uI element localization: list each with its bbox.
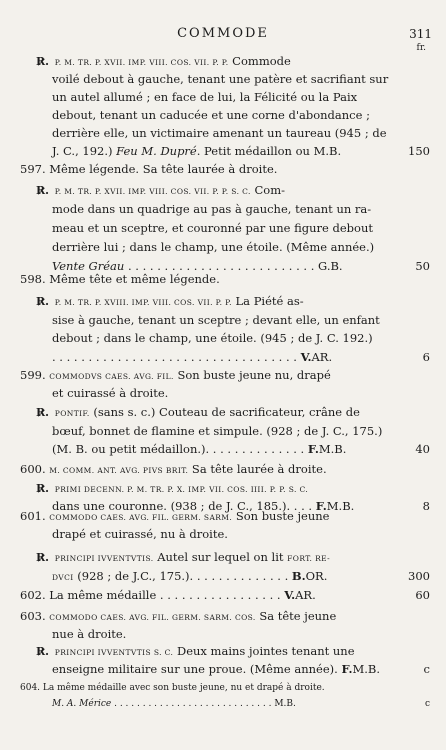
text-segment: nue à droite. (52, 627, 127, 641)
text-line (36, 294, 304, 310)
text-segment: Com- (250, 183, 285, 197)
text-segment: (M. B. ou petit médaillon.). . . . . . . . . . . . . . (52, 442, 308, 456)
text-segment: (928 ; de J.C., 175.). . . . . . . . . . . . . . (73, 569, 292, 583)
reverse-marker: R̷. (36, 406, 49, 419)
text-segment: Sa tête jeune (255, 609, 337, 623)
text-segment: derrière lui ; dans le champ, une étoile. (Même année.) (52, 240, 375, 254)
text-line (52, 662, 380, 676)
text-segment: . Petit médaillon ou M.B. (196, 144, 342, 158)
price-value: 50 (415, 259, 430, 273)
price-value: c (424, 699, 430, 709)
text-segment: V. (284, 588, 296, 602)
text-line (20, 509, 329, 525)
text-line (52, 313, 380, 327)
text-line (36, 405, 360, 421)
text-line (36, 54, 291, 70)
text-line (52, 126, 387, 140)
text-line (52, 627, 126, 641)
text-segment: PRIMI DECENN. P. M. TR. P. X. IMP. VII. COS. IIII. P. P. S. C. (51, 485, 309, 494)
text-line (36, 481, 308, 497)
text-segment: F. (315, 499, 327, 513)
text-segment: M.B. (318, 442, 347, 456)
text-line (52, 386, 168, 400)
text-line (20, 609, 336, 625)
text-line (36, 183, 285, 199)
text-segment: un autel allumé ; en face de lui, la Félicité ou la Paix (52, 90, 358, 104)
text-segment: debout ; dans le champ, une étoile. (945 ; de J. C. 192.) (52, 331, 373, 345)
text-line (52, 698, 296, 710)
reverse-marker: R̷. (36, 184, 49, 197)
text-segment: P. M. TR. P. XVII. IMP. VIII. COS. VII. P. P. S. C. (51, 187, 251, 196)
text-segment: 600. (20, 462, 50, 476)
text-line (52, 202, 371, 216)
page-number: 311 (409, 27, 432, 41)
text-segment: bœuf, bonnet de flamine et simpule. (928 ; de J. C., 175.) (52, 423, 383, 438)
text-line (20, 588, 316, 602)
text-segment: M.B. (352, 662, 380, 676)
text-segment: mode dans un quadrige au pas à gauche, tenant un ra- (52, 202, 372, 216)
text-segment: . . . . . . . . . . . . . . . . . . . . . . . . . . . . M.B. (111, 699, 296, 709)
text-segment: La Piété as- (231, 294, 304, 308)
price-value: 40 (415, 442, 430, 456)
text-segment: . . . . . . . . . . . . . . . . . . . . . . . . . . . . . . . . . . (52, 349, 301, 364)
text-segment: Feu M. Dupré (116, 144, 197, 158)
text-segment: Vente Gréau (52, 259, 125, 273)
text-line (20, 462, 327, 478)
text-segment: Deux mains jointes tenant une (173, 644, 355, 658)
text-segment: PRINCIPI IVVENTVTIS. (51, 554, 154, 563)
text-line (52, 221, 373, 235)
text-segment: Commode (228, 54, 291, 68)
reverse-marker: R̷. (36, 645, 49, 658)
price-value: 6 (422, 349, 430, 364)
text-segment: M. COMM. ANT. AVG. PIVS BRIT. (49, 466, 189, 475)
text-line (52, 569, 327, 585)
text-segment: F. (341, 662, 353, 676)
text-segment: M.B. (326, 499, 355, 513)
text-line (52, 442, 346, 456)
text-segment: DVCI (52, 573, 74, 582)
text-segment: et cuirassé à droite. (52, 386, 169, 400)
text-line (36, 644, 355, 660)
reverse-marker: R̷. (36, 55, 49, 68)
text-segment: (sans s. c.) Couteau de sacrificateur, crâne de (89, 405, 360, 419)
text-segment: COMMODO CAES. AVG. FIL. GERM. SARM. (49, 513, 233, 522)
text-segment: FORT. RE- (287, 554, 331, 563)
text-line (20, 272, 220, 286)
text-segment: COMMODVS CAES. AVG. FIL. (49, 372, 174, 381)
text-line (52, 527, 228, 541)
text-segment: voilé debout à gauche, tenant une patère et sacrifiant sur (52, 72, 389, 86)
reverse-marker: R̷. (36, 295, 49, 308)
text-segment: Sa tête laurée à droite. (188, 462, 327, 476)
text-segment: derrière elle, un victimaire amenant un taureau (945 ; de (52, 126, 387, 140)
text-segment: 598. Même tête et même légende. (20, 272, 220, 286)
text-segment: drapé et cuirassé, nu à droite. (52, 527, 228, 541)
text-segment: 599. (20, 368, 50, 382)
text-segment: sise à gauche, tenant un sceptre ; devant elle, un enfant (52, 312, 380, 327)
text-line (20, 162, 277, 176)
text-segment: 604. La même médaille avec son buste jeune, nu et drapé à droite. (20, 683, 325, 693)
text-segment: dans une couronne. (938 ; de J. C., 185.). . . . (52, 499, 316, 513)
text-segment: PONTIF. (51, 409, 90, 418)
text-segment: OR. (305, 569, 328, 583)
text-segment: PRINCIPI IVVENTVTIS S. C. (51, 648, 174, 657)
text-segment: F. (307, 442, 319, 456)
text-segment: debout, tenant un caducée et une corne d'abondance ; (52, 108, 370, 122)
reverse-marker: R̷. (36, 551, 49, 564)
text-line (52, 108, 370, 122)
price-value: 300 (408, 569, 430, 583)
text-line (20, 368, 331, 384)
text-line (52, 90, 357, 104)
running-header-title: COMMODE (177, 26, 269, 41)
text-segment: Son buste jeune (232, 509, 330, 523)
text-segment: COMMODO CAES. AVG. FIL. GERM. SARM. COS. (49, 613, 256, 622)
text-segment: . . . . . . . . . . . . . . . . . . . . . . . . . . G.B. (124, 259, 343, 273)
text-segment: meau et un sceptre, et couronné par une figure debout (52, 221, 373, 235)
price-value: c (423, 662, 430, 676)
text-segment: Son buste jeune nu, drapé (173, 368, 331, 382)
text-line (52, 240, 374, 254)
text-line (52, 72, 388, 86)
text-line (20, 682, 325, 694)
reverse-marker: R̷. (36, 482, 49, 495)
text-segment: Autel sur lequel on lit (153, 550, 288, 564)
text-segment: 603. (20, 609, 50, 623)
text-segment: AR. (311, 349, 333, 364)
text-segment: 602. La même médaille . . . . . . . . . . . . . . . . . (20, 588, 285, 602)
text-segment: J. C., 192.) (52, 144, 117, 158)
text-segment: M. A. Mérice (52, 699, 112, 709)
price-unit-label: fr. (416, 43, 426, 53)
text-line (52, 144, 341, 158)
text-line (52, 259, 343, 273)
text-line (52, 331, 373, 345)
price-value: 60 (415, 588, 430, 602)
text-line (52, 350, 332, 364)
text-segment: enseigne militaire sur une proue. (Même année). (52, 662, 342, 676)
text-segment: P. M. TR. P. XVII. IMP. VIII. COS. VII. P. P. (51, 58, 229, 67)
text-segment: 597. Même légende. Sa tête laurée à droite. (20, 162, 278, 176)
text-line (52, 424, 382, 438)
price-value: 8 (422, 499, 430, 513)
price-value: 150 (408, 144, 430, 158)
text-segment: V. (300, 349, 312, 364)
text-segment: AR. (295, 588, 316, 602)
text-line (36, 550, 330, 566)
text-segment: P. M. TR. P. XVIII. IMP. VIII. COS. VII. P. P. (51, 298, 232, 307)
text-segment: 601. (20, 509, 50, 523)
text-segment: B. (291, 569, 306, 583)
